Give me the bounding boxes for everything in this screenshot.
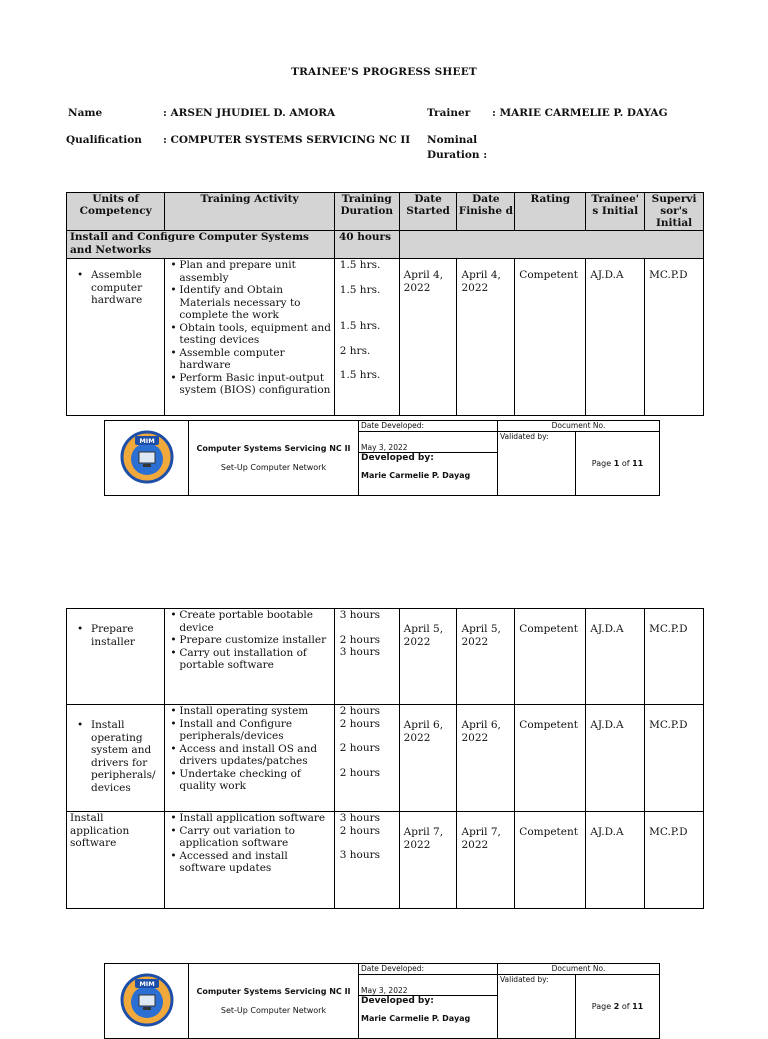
unit-name: • Prepare installer [87,609,164,648]
col-header: Date Finishe d [457,193,515,231]
qualification-value: : COMPUTER SYSTEMS SERVICING NC II [163,134,411,146]
date-finished: April 6, 2022 [457,705,515,812]
duration-item: 2 hours [339,742,381,754]
activity-item: • Install operating system [179,705,331,718]
footer-module: Set-Up Computer Network [220,1006,327,1015]
date-finished: April 4, 2022 [457,259,515,416]
section-row [67,231,704,259]
progress-table-page-1 [66,192,704,416]
activity-item: • Carry out variation to application software [179,825,331,850]
activity-item: • Install and Configure peripherals/devices [179,718,331,743]
duration-item: 2 hours [339,717,381,730]
activity-item: • Plan and prepare unit assembly [179,259,331,284]
rating: Competent [515,259,586,416]
section-title: Install and Configure Computer Systems and Networks [67,231,335,258]
duration-item: 1.5 hrs. [339,369,381,381]
activity-item: • Assemble computer hardware [179,347,331,372]
svg-text:MIM: MIM [138,980,155,988]
activity-item: • Obtain tools, equipment and testing devices [179,322,331,347]
duration-item: 1.5 hrs. [339,259,381,271]
developer-name: Marie Carmelie P. Dayag [361,471,471,480]
duration-item: 2 hours [339,824,381,837]
activity-item: • Install application software [179,812,331,825]
col-header: Rating [515,193,586,231]
date-developed: May 3, 2022 [359,975,498,996]
school-logo-icon [120,973,174,1027]
trainee-initial: AJ.D.A [586,609,645,705]
duration-item: 3 hours [339,812,381,824]
date-developed-label: Date Developed: [359,964,498,975]
table-header-row [67,193,704,231]
name-label: Name [68,107,103,119]
col-header: Supervi sor's Initial [645,193,704,231]
col-header: Training Duration [334,193,399,231]
activity-item: • Carry out installation of portable software [179,647,331,672]
trainer-value: : MARIE CARMELIE P. DAYAG [492,107,668,119]
document-title: TRAINEE'S PROGRESS SHEET [291,66,477,78]
supervisor-initial: MC.P.D [645,259,704,416]
document-no-label: Document No. [498,964,660,975]
duration-item: 2 hours [339,705,381,717]
col-header: Date Started [399,193,457,231]
footer-course: Computer Systems Servicing NC II [196,444,351,453]
trainee-initial: AJ.D.A [586,812,645,909]
duration-item: 2 hours [339,766,381,779]
name-value: : ARSEN JHUDIEL D. AMORA [163,107,336,119]
section-hours: 40 hours [339,231,391,243]
page-number: Page 2 of 11 [576,975,660,1039]
rating: Competent [515,812,586,909]
col-header: Training Activity [165,193,334,231]
duration-item: 2 hrs. [339,344,371,357]
unit-name: • Assemble computer hardware [87,259,164,307]
activity-item: • Identify and Obtain Materials necessary to complete the work [179,284,331,322]
footer-course: Computer Systems Servicing NC II [196,987,351,996]
supervisor-initial: MC.P.D [645,812,704,909]
duration-item: 1.5 hrs. [339,283,381,296]
activity-item: • Accessed and install software updates [179,850,331,875]
trainee-initial: AJ.D.A [586,259,645,416]
developer-name: Marie Carmelie P. Dayag [361,1014,471,1023]
duration-item: 2 hours [339,633,381,646]
activity-item: • Access and install OS and drivers updates/patches [179,743,331,768]
duration-item: 3 hours [339,849,381,861]
progress-table-page-2 [66,608,704,909]
validated-by-label: Validated by: [498,975,576,1039]
document-no-label: Document No. [498,421,660,432]
school-logo-icon [120,430,174,484]
developed-by-label: Developed by: [361,996,434,1006]
table-row [67,705,704,812]
col-header: Units of Competency [67,193,165,231]
activity-item: • Create portable bootable device [179,609,331,634]
trainee-initial: AJ.D.A [586,705,645,812]
duration-label: Duration : [427,149,488,161]
rating: Competent [515,609,586,705]
duration-item: 1.5 hrs. [339,320,381,332]
date-finished: April 5, 2022 [457,609,515,705]
date-finished: April 7, 2022 [457,812,515,909]
developed-by-label: Developed by: [361,453,434,463]
activity-item: • Undertake checking of quality work [179,768,331,793]
date-started: April 5, 2022 [399,609,457,705]
date-started: April 4, 2022 [399,259,457,416]
date-started: April 6, 2022 [399,705,457,812]
col-header: Trainee' s Initial [586,193,645,231]
qualification-label: Qualification [66,134,142,146]
supervisor-initial: MC.P.D [645,705,704,812]
validated-by-label: Validated by: [498,432,576,496]
table-row [67,609,704,705]
logo-cell [105,964,189,1039]
date-started: April 7, 2022 [399,812,457,909]
rating: Competent [515,705,586,812]
unit-name: Install application software [67,812,165,909]
page-number: Page 1 of 11 [576,432,660,496]
svg-text:MIM: MIM [138,437,155,445]
table-row [67,812,704,909]
duration-item: 3 hours [339,609,381,621]
duration-item: 3 hours [339,646,381,658]
supervisor-initial: MC.P.D [645,609,704,705]
footer-module: Set-Up Computer Network [220,463,327,472]
unit-name: • Install operating system and drivers for peripherals/ devices [87,705,164,794]
footer-page-1 [104,420,660,496]
footer-page-2 [104,963,660,1039]
date-developed-label: Date Developed: [359,421,498,432]
trainer-label: Trainer [427,107,471,119]
nominal-label: Nominal [427,134,478,146]
activity-item: • Perform Basic input-output system (BIOS) configuration [179,372,331,397]
date-developed: May 3, 2022 [359,432,498,453]
table-row [67,259,704,416]
activity-item: • Prepare customize installer [179,634,331,647]
logo-cell [105,421,189,496]
